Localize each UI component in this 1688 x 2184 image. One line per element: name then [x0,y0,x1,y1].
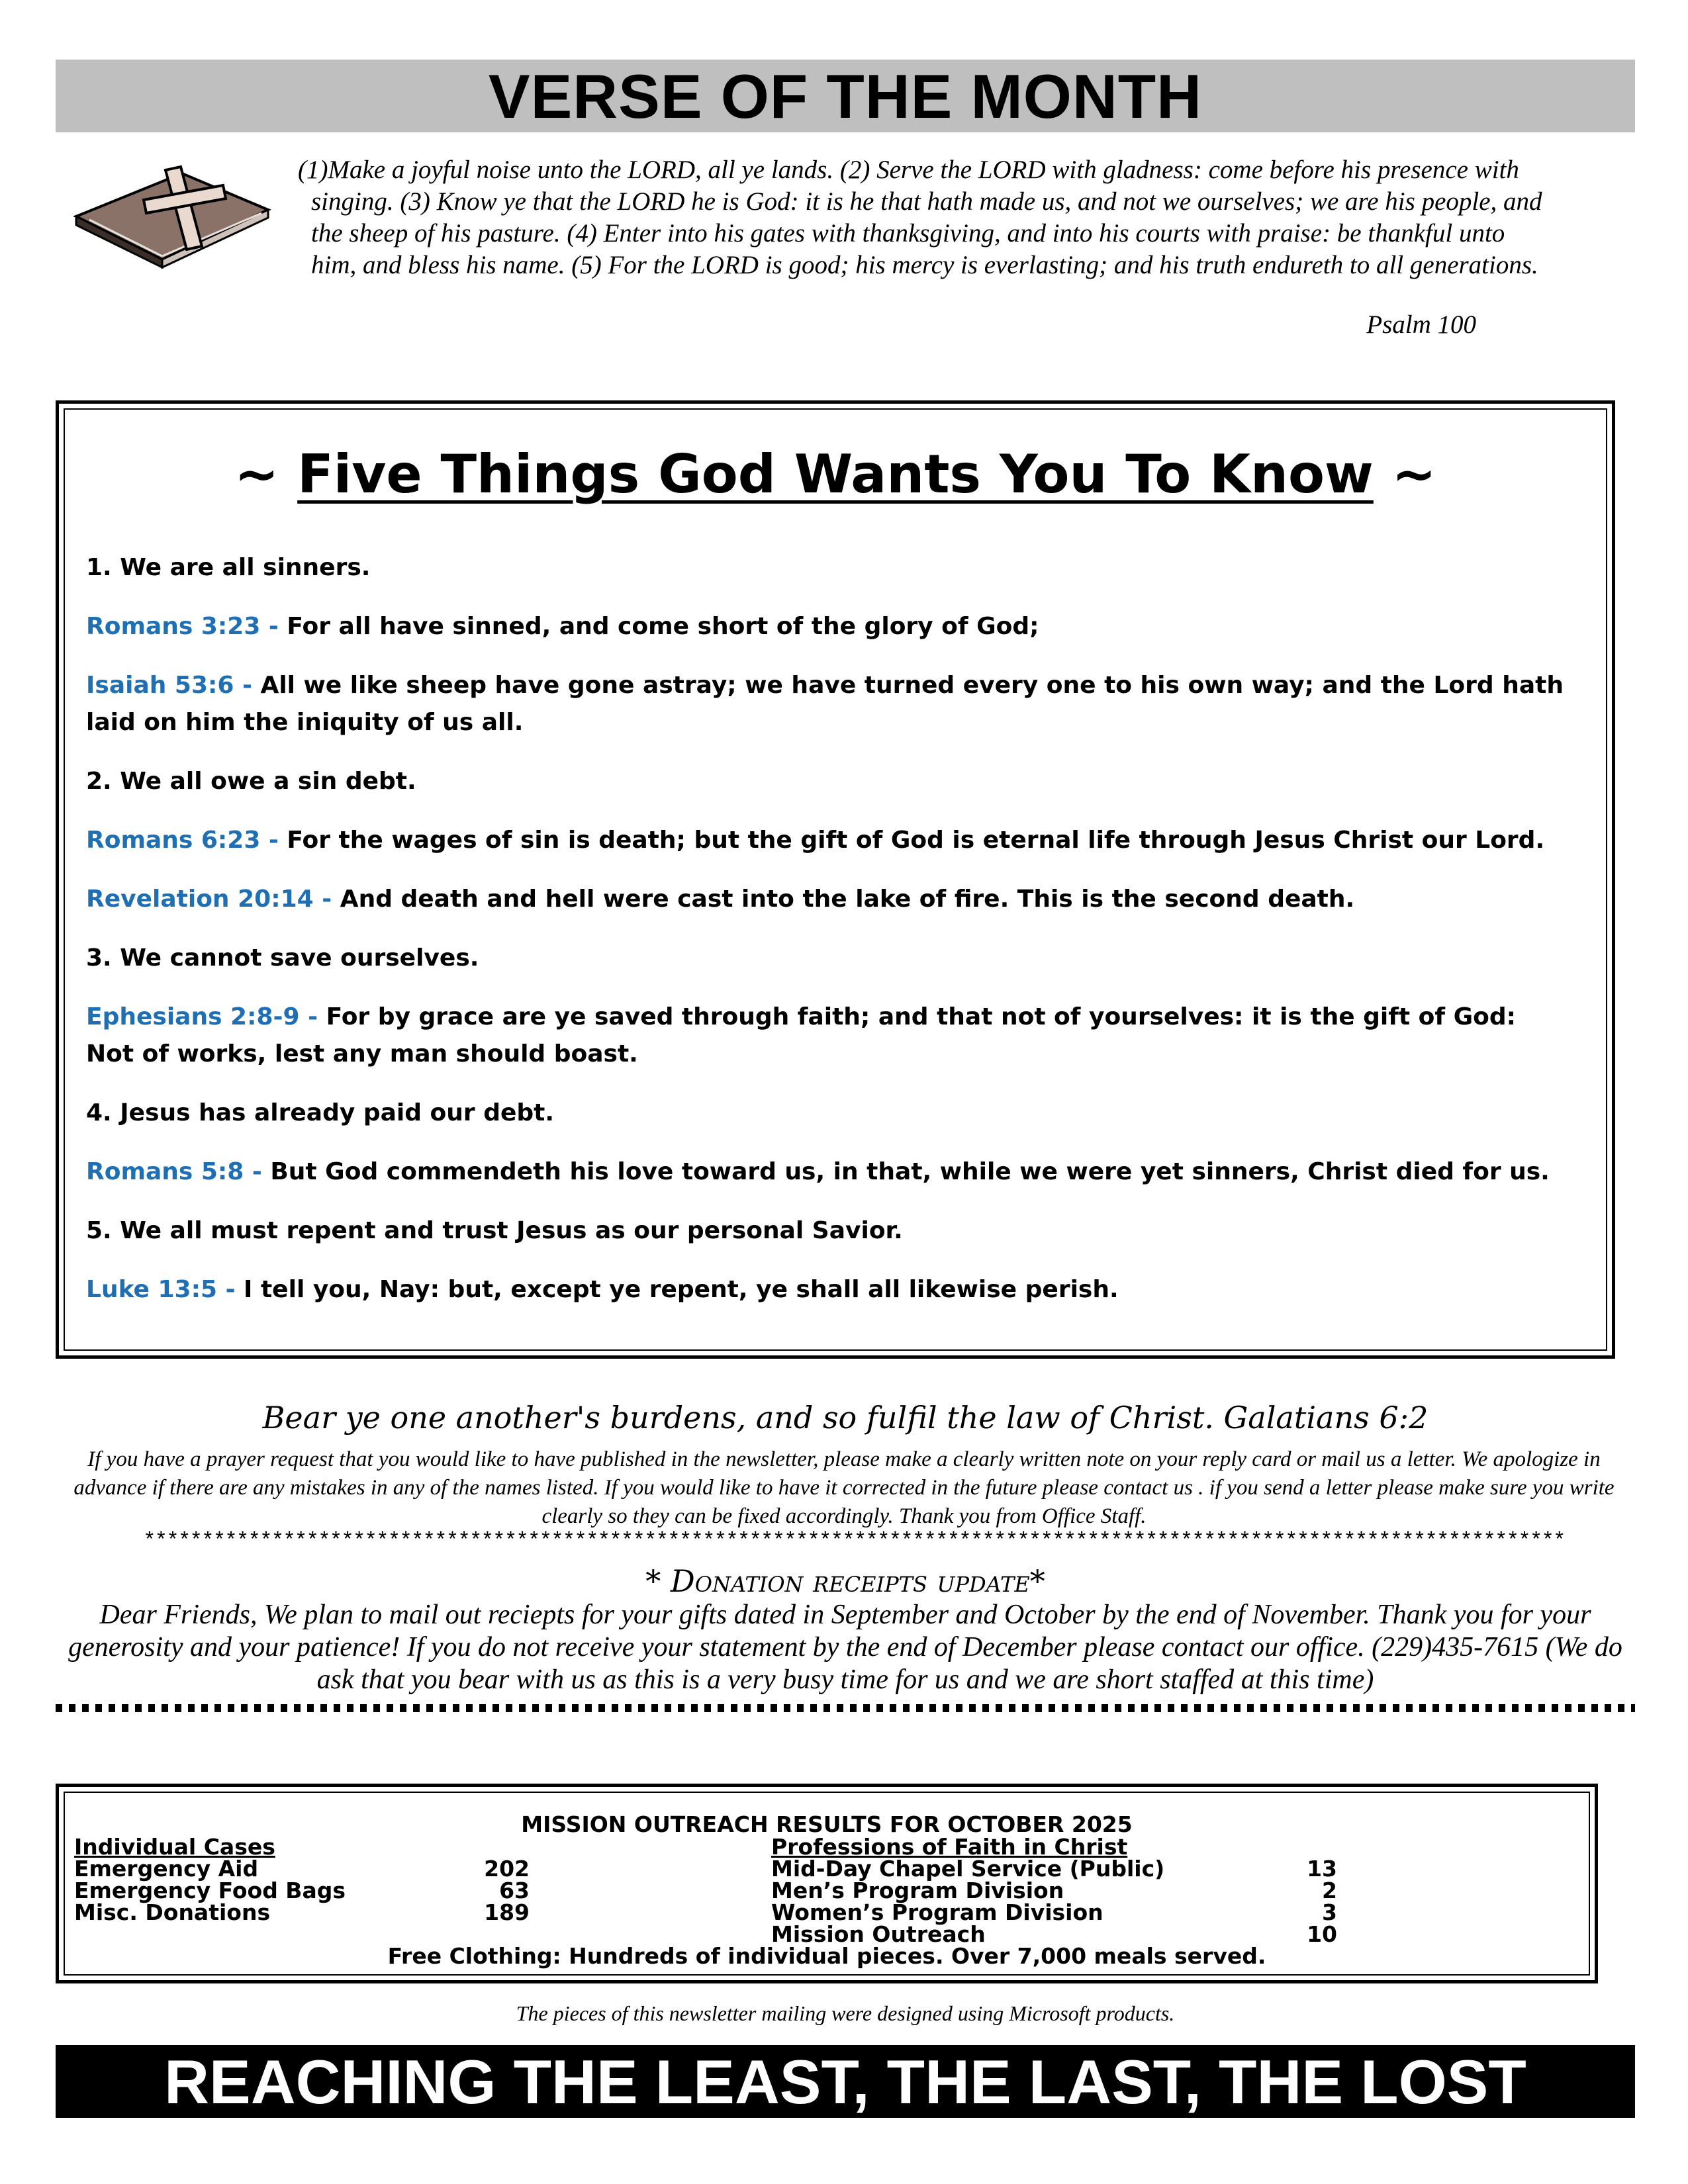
verse-text-block [298,154,1542,281]
list-item [86,999,1569,1073]
five-things-title [64,443,1607,505]
title-suffix: ~ [1373,443,1436,505]
profession-label: Mission Outreach [771,1921,986,1947]
scripture-ref: Ephesians 2:8-9 - [86,1003,326,1030]
scripture-ref: Romans 3:23 - [86,613,287,640]
list-item [86,940,1569,977]
profession-label: Women’s Program Division [771,1899,1103,1925]
point-heading: 3. We cannot save ourselves. [86,944,479,972]
scripture-text: For all have sinned, and come short of the glory of God; [287,613,1039,640]
list-item [86,822,1569,859]
case-label: Emergency Food Bags [74,1878,346,1903]
scripture-ref: Revelation 20:14 - [86,886,340,913]
profession-value: 13 [1307,1856,1337,1882]
individual-cases-heading: Individual Cases [74,1834,275,1860]
prayer-heading: Bear ye one another's burdens, and so fulfil the law of Christ. Galatians 6:2 [262,1400,1429,1435]
five-things-list [86,549,1569,1330]
scripture-ref: Romans 6:23 - [86,827,287,854]
profession-value: 3 [1322,1899,1337,1925]
case-value: 189 [484,1899,530,1925]
point-heading: 1. We are all sinners. [86,554,371,581]
footnote: The pieces of this newsletter mailing were designed using Microsoft products. [516,2001,1175,2025]
banner-text: REACHING THE LEAST, THE LAST, THE LOST [164,2047,1526,2116]
list-item [86,549,1569,586]
title-prefix: ~ [234,443,298,505]
star-divider: ************************************************************************************************************************** [143,1529,1565,1553]
verse-reference: Psalm 100 [1366,310,1476,339]
donation-heading: * Donation receipts update* [645,1563,1045,1599]
scripture-text: For the wages of sin is death; but the gift of God is eternal life through Jesus Christ our Lord. [287,827,1545,854]
profession-value: 2 [1322,1878,1337,1903]
dotted-divider [56,1704,1635,1712]
point-heading: 4. Jesus has already paid our debt. [86,1099,555,1126]
point-heading: 5. We all must repent and trust Jesus as our personal Savior. [86,1217,903,1244]
list-item [86,667,1569,741]
list-item [86,763,1569,800]
list-item [86,1271,1569,1308]
mission-footer: Free Clothing: Hundreds of individual pieces. Over 7,000 meals served. [387,1943,1266,1969]
case-value: 202 [484,1856,530,1882]
scripture-text: I tell you, Nay: but, except ye repent, ye shall all likewise perish. [244,1276,1119,1303]
list-item [86,1154,1569,1191]
case-value: 63 [499,1878,530,1903]
profession-value: 10 [1307,1921,1337,1947]
professions-heading: Professions of Faith in Christ [771,1834,1128,1860]
prayer-body: If you have a prayer request that you would like to have published in the newsletter, please make a clearly written note on your reply card or mail us a letter. We apologize in advance if there are any mistakes in any of the names listed. If you would like to have it corrected in the future please contact us . if you send a letter please make sure you write clearly so they can be fixed accordingly. Thank you from Office Staff. [73,1447,1615,1528]
point-heading: 2. We all owe a sin debt. [86,768,416,795]
scripture-text: All we like sheep have gone astray; we have turned every one to his own way; and the Lord hath laid on him the iniquity of us all. [86,672,1564,736]
mission-title: MISSION OUTREACH RESULTS FOR OCTOBER 2025 [521,1811,1133,1837]
scripture-ref: Luke 13:5 - [86,1276,244,1303]
scripture-text: But God commendeth his love toward us, in that, while we were yet sinners, Christ died for us. [270,1158,1550,1185]
scripture-ref: Isaiah 53:6 - [86,672,261,699]
scripture-text: For by grace are ye saved through faith; and that not of yourselves: it is the gift of God: Not of works, lest any man should boast. [86,1003,1517,1068]
scripture-ref: Romans 5:8 - [86,1158,271,1185]
list-item [86,881,1569,918]
profession-label: Mid-Day Chapel Service (Public) [771,1856,1165,1882]
list-item [86,1095,1569,1132]
list-item [86,608,1569,645]
case-label: Emergency Aid [74,1856,259,1882]
profession-label: Men’s Program Division [771,1878,1064,1903]
title-text: Five Things God Wants You To Know [297,443,1374,505]
verse-text: (1)Make a joyful noise unto the LORD, all ye lands. (2) Serve the LORD with gladness: come before his presence with singing. (3) Know ye that the LORD he is God: it is he that hath made us, and not we ourselves; we are his people, and the sheep of his pasture. (4) Enter into his gates with thanksgiving, and into his courts with praise: be thankful unto him, and bless his name. (5) For the LORD is good; his mercy is everlasting; and his truth endureth to all generations. [298,156,1542,279]
case-label: Misc. Donations [74,1899,271,1925]
bible-cross-icon [70,147,281,269]
page-title: VERSE OF THE MONTH [488,62,1203,131]
donation-body: Dear Friends, We plan to mail out reciepts for your gifts dated in September and October by the end of November. Thank you for your generosity and your patience! If you do not receive your statement by the end of December please contact our office. (229)435-7615 (We do ask that you bear with us as this is a very busy time for us and we are short staffed at this time) [68,1600,1622,1695]
scripture-text: And death and hell were cast into the lake of fire. This is the second death. [340,886,1355,913]
list-item [86,1212,1569,1250]
